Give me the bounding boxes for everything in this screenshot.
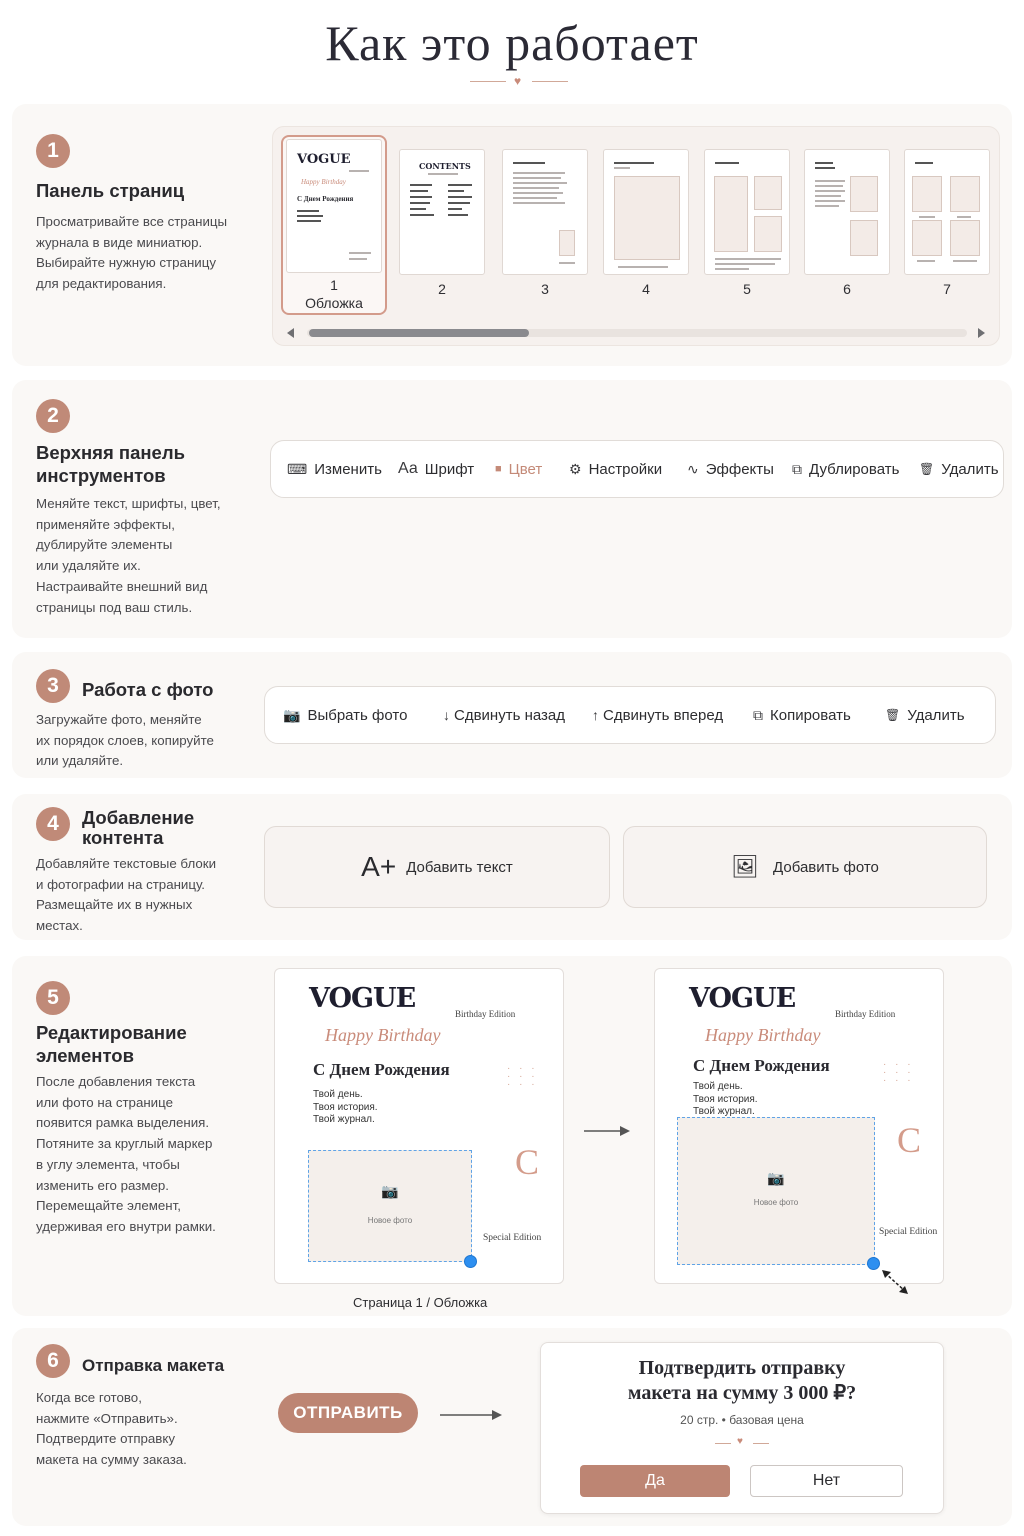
add-text-icon: A+ <box>361 851 397 882</box>
duplicate-icon: ⧉ <box>792 460 802 477</box>
section-send-layout <box>12 1328 1012 1526</box>
scroll-left-icon[interactable] <box>287 328 294 338</box>
move-forward-button[interactable]: ↑ Сдвинуть вперед <box>592 706 724 724</box>
copy-button[interactable]: ⧉ Копировать <box>753 706 851 724</box>
scroll-thumb[interactable] <box>309 329 529 337</box>
photo-element-resized[interactable]: 📷 Новое фото <box>677 1117 875 1265</box>
page-thumbnails-panel: VOGUE Happy Birthday С Днем Рождения 1 Обложка CONTENTS 2 3 4 5 6 7 <box>272 126 1000 346</box>
settings-button[interactable]: ⚙ Настройки <box>569 460 663 478</box>
color-square-icon: ■ <box>495 463 502 475</box>
decor-dots: · · · · · · · · · <box>883 1059 914 1086</box>
section-title: Верхняя панель инструментов <box>36 442 185 486</box>
section-pages-panel <box>12 104 1012 366</box>
move-back-button[interactable]: ↓ Сдвинуть назад <box>443 706 565 724</box>
delete-photo-button[interactable]: 🗑 Удалить <box>885 706 965 724</box>
arrow-up-icon: ↑ <box>592 707 599 723</box>
delete-button[interactable]: 🗑 Удалить <box>919 460 999 478</box>
send-button[interactable]: ОТПРАВИТЬ <box>278 1393 418 1433</box>
add-photo-icon: 🖼 <box>731 854 760 879</box>
edit-button[interactable]: ⌨ Изменить <box>287 460 382 478</box>
page-thumbnail-3[interactable] <box>502 149 588 275</box>
wave-icon: ∿ <box>687 460 699 477</box>
section-description: После добавления текста или фото на странице появится рамка выделения. Потяните за круглый маркер в углу элемента, чтобы изменить его размер. Перемещайте элемент, удерживая его внутри рамки. <box>36 1074 216 1234</box>
section-description: Меняйте текст, шрифты, цвет, применяйте эффекты, дублируйте элементы или удаляйте их. Настраивайте внешний вид страницы под ваш стиль. <box>36 496 221 615</box>
title-ornament <box>470 76 570 88</box>
section-description: Загружайте фото, меняйте их порядок слоев, копируйте или удаляйте. <box>36 712 214 769</box>
step-number: 3 <box>36 669 70 703</box>
dialog-ornament <box>715 1436 771 1449</box>
gear-icon: ⚙ <box>569 460 582 477</box>
page-thumbnail-4[interactable] <box>603 149 689 275</box>
page-thumbnail-6[interactable] <box>804 149 890 275</box>
copy-icon: ⧉ <box>753 706 763 723</box>
camera-icon: 📷 <box>767 1170 785 1186</box>
section-add-content <box>12 794 1012 940</box>
heart-icon: ♥ <box>514 74 522 88</box>
add-photo-button[interactable]: 🖼 Добавить фото <box>623 826 987 908</box>
section-top-toolbar <box>12 380 1012 638</box>
photo-toolbar <box>264 686 996 744</box>
page-caption: Страница 1 / Обложка <box>353 1295 488 1310</box>
font-button[interactable]: Аа Шрифт <box>398 460 475 478</box>
section-title: Отправка макета <box>82 1356 225 1375</box>
confirm-yes-button[interactable]: Да <box>580 1465 730 1497</box>
arrow-right-icon <box>440 1408 504 1426</box>
page-thumbnail-7[interactable] <box>904 149 990 275</box>
step-number: 2 <box>36 399 70 433</box>
section-description: Добавляйте текстовые блоки и фотографии на страницу. Размещайте их в нужных местах. <box>36 856 216 934</box>
section-title: Работа с фото <box>82 679 214 700</box>
magazine-page-before: VOGUE Birthday Edition Happy Birthday С Днем Рождения Твой день. Твоя история. Твой журнал. · · · · · · · · · C Special Edition 📷 Новое фото <box>274 968 564 1284</box>
arrow-down-icon: ↓ <box>443 707 450 723</box>
step-number: 6 <box>36 1344 70 1378</box>
confirm-no-button[interactable]: Нет <box>750 1465 903 1497</box>
choose-photo-button[interactable]: 📷 Выбрать фото <box>283 706 408 724</box>
thumb-label: 1 <box>330 277 338 293</box>
camera-icon: 📷 <box>381 1183 399 1199</box>
top-toolbar <box>270 440 1004 498</box>
thumb-scrollbar[interactable] <box>285 325 989 339</box>
step-number: 1 <box>36 134 70 168</box>
section-title: Добавление контента <box>82 807 195 848</box>
step-number: 4 <box>36 807 70 841</box>
section-description: Просматривайте все страницы журнала в виде миниатюр. Выбирайте нужную страницу для редактирования. <box>36 214 228 292</box>
page-thumbnail-2[interactable]: CONTENTS <box>399 149 485 275</box>
dialog-question: Подтвердить отправку макета на сумму 3 000 ₽? <box>627 1357 857 1404</box>
trash-icon: 🗑 <box>885 708 901 722</box>
arrow-right-icon <box>584 1124 630 1142</box>
dialog-subtitle: 20 стр. • базовая цена <box>680 1413 804 1427</box>
magazine-page-after: VOGUE Birthday Edition Happy Birthday С Днем Рождения Твой день. Твоя история. Твой журнал. · · · · · · · · · C Special Edition 📷 Новое фото <box>654 968 944 1284</box>
duplicate-button[interactable]: ⧉ Дублировать <box>792 460 900 478</box>
resize-arrow-icon <box>880 1268 910 1301</box>
section-description: Когда все готово, нажмите «Отправить». Подтвердите отправку макета на сумму заказа. <box>36 1390 187 1468</box>
resize-handle[interactable] <box>464 1255 477 1268</box>
trash-icon: 🗑 <box>919 462 935 476</box>
resize-handle[interactable] <box>867 1257 880 1270</box>
heart-icon: ♥ <box>737 1436 743 1447</box>
section-title: Редактирование элементов <box>36 1022 187 1066</box>
page-thumbnail-5[interactable] <box>704 149 790 275</box>
page-thumbnail-1[interactable]: VOGUE Happy Birthday С Днем Рождения <box>286 139 382 273</box>
add-text-button[interactable]: A+ Добавить текст <box>264 826 610 908</box>
confirm-dialog <box>540 1342 944 1514</box>
keyboard-icon: ⌨ <box>287 460 308 477</box>
font-icon: Аа <box>398 460 418 477</box>
decor-dots: · · · · · · · · · <box>507 1063 538 1090</box>
section-edit-elements <box>12 956 1012 1316</box>
section-title: Панель страниц <box>36 180 185 201</box>
scroll-right-icon[interactable] <box>978 328 985 338</box>
photo-element[interactable]: 📷 Новое фото <box>308 1150 472 1262</box>
section-photo-work <box>12 652 1012 778</box>
page-title: Как это работает <box>325 15 699 71</box>
effects-button[interactable]: ∿ Эффекты <box>687 460 774 478</box>
step-number: 5 <box>36 981 70 1015</box>
color-button[interactable]: ■ Цвет <box>495 460 543 478</box>
camera-icon: 📷 <box>283 706 301 723</box>
thumb-sublabel: Обложка <box>305 295 363 311</box>
